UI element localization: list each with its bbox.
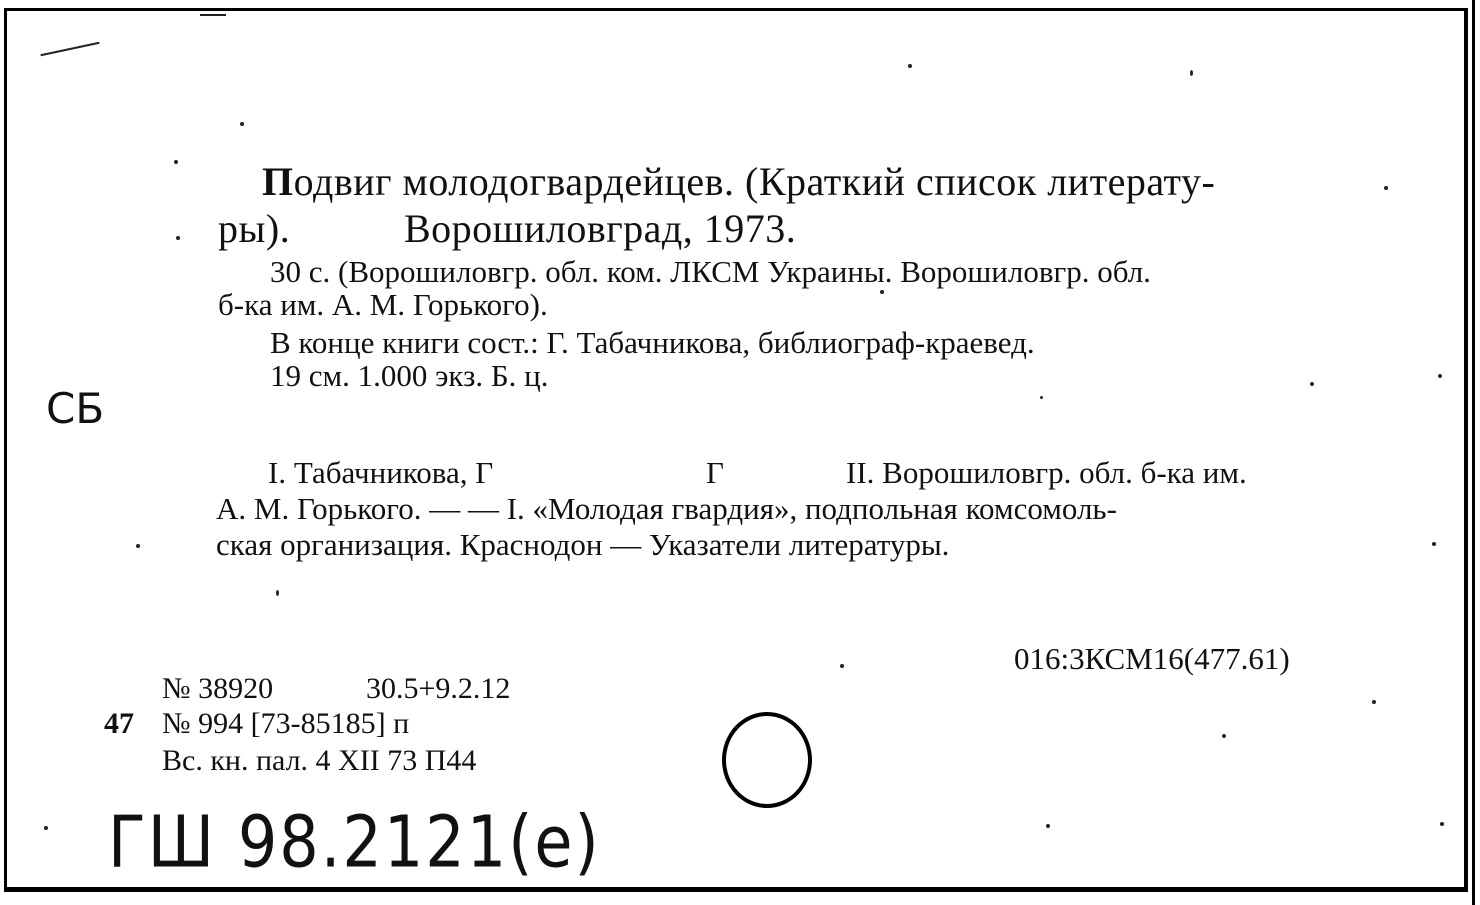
scan-speck (1222, 734, 1226, 738)
entry-title-line-2a: ры). (218, 206, 291, 251)
scan-speck (240, 122, 244, 126)
scan-mark (200, 14, 226, 16)
card-code-prefix: 47 (104, 707, 134, 740)
handwritten-margin-mark: СБ (46, 384, 105, 433)
scan-speck (1310, 382, 1314, 386)
card-registration-number: № 994 [73-85185] п (162, 707, 410, 740)
scan-speck (136, 544, 140, 548)
scan-speck (44, 826, 48, 830)
scan-speck (1040, 396, 1043, 399)
card-right-edge (1472, 0, 1475, 905)
scan-speck (276, 590, 279, 596)
classification-index: 016:3КСМ16(477.61) (1014, 641, 1290, 676)
entry-collation-line-1: 30 с. (Ворошиловгр. обл. ком. ЛКСМ Украины. Ворошиловгр. обл. (270, 254, 1151, 289)
scan-speck (1438, 374, 1442, 378)
entry-title-text: одвиг молодогвардейцев. (Краткий список литерату- (293, 159, 1216, 204)
scan-speck (1046, 824, 1050, 828)
scan-speck (1440, 822, 1444, 826)
scan-speck (840, 664, 844, 668)
card-number: № 38920 (162, 672, 274, 705)
entry-compiler-note: В конце книги сост.: Г. Табачникова, библиограф-краевед. (270, 325, 1035, 360)
tracing-line-1b: Г (706, 455, 724, 490)
tracing-line-3: ская организация. Краснодон — Указатели литературы. (216, 527, 950, 562)
entry-physical-description: 19 см. 1.000 экз. Б. ц. (270, 358, 549, 393)
entry-collation-line-2: б-ка им. А. М. Горького). (218, 287, 548, 322)
entry-title-line-1 (262, 158, 1215, 205)
scan-speck (1372, 700, 1376, 704)
book-chamber-imprint: Вс. кн. пал. 4 XII 73 П44 (162, 744, 477, 777)
scan-speck (176, 236, 180, 240)
entry-title-first-word: П (262, 159, 294, 204)
tracing-line-2: А. М. Горького. — — I. «Молодая гвардия», подпольная комсомоль- (216, 491, 1117, 526)
scan-speck (1432, 542, 1436, 546)
tracing-line-1c: II. Ворошиловгр. обл. б-ка им. (846, 455, 1247, 490)
circle-mark (722, 712, 812, 808)
scan-speck (174, 160, 178, 164)
handwritten-shelf-mark: ГШ 98.2121(e) (108, 800, 601, 884)
entry-title-line-2b: Ворошиловград, 1973. (404, 206, 797, 251)
scan-speck (908, 64, 912, 68)
tracing-line-1a: I. Табачникова, Г (268, 455, 494, 490)
scan-speck (1190, 70, 1193, 76)
scan-speck (1384, 186, 1388, 190)
scan-speck (880, 290, 884, 294)
card-bbk-code: 30.5+9.2.12 (366, 672, 511, 705)
